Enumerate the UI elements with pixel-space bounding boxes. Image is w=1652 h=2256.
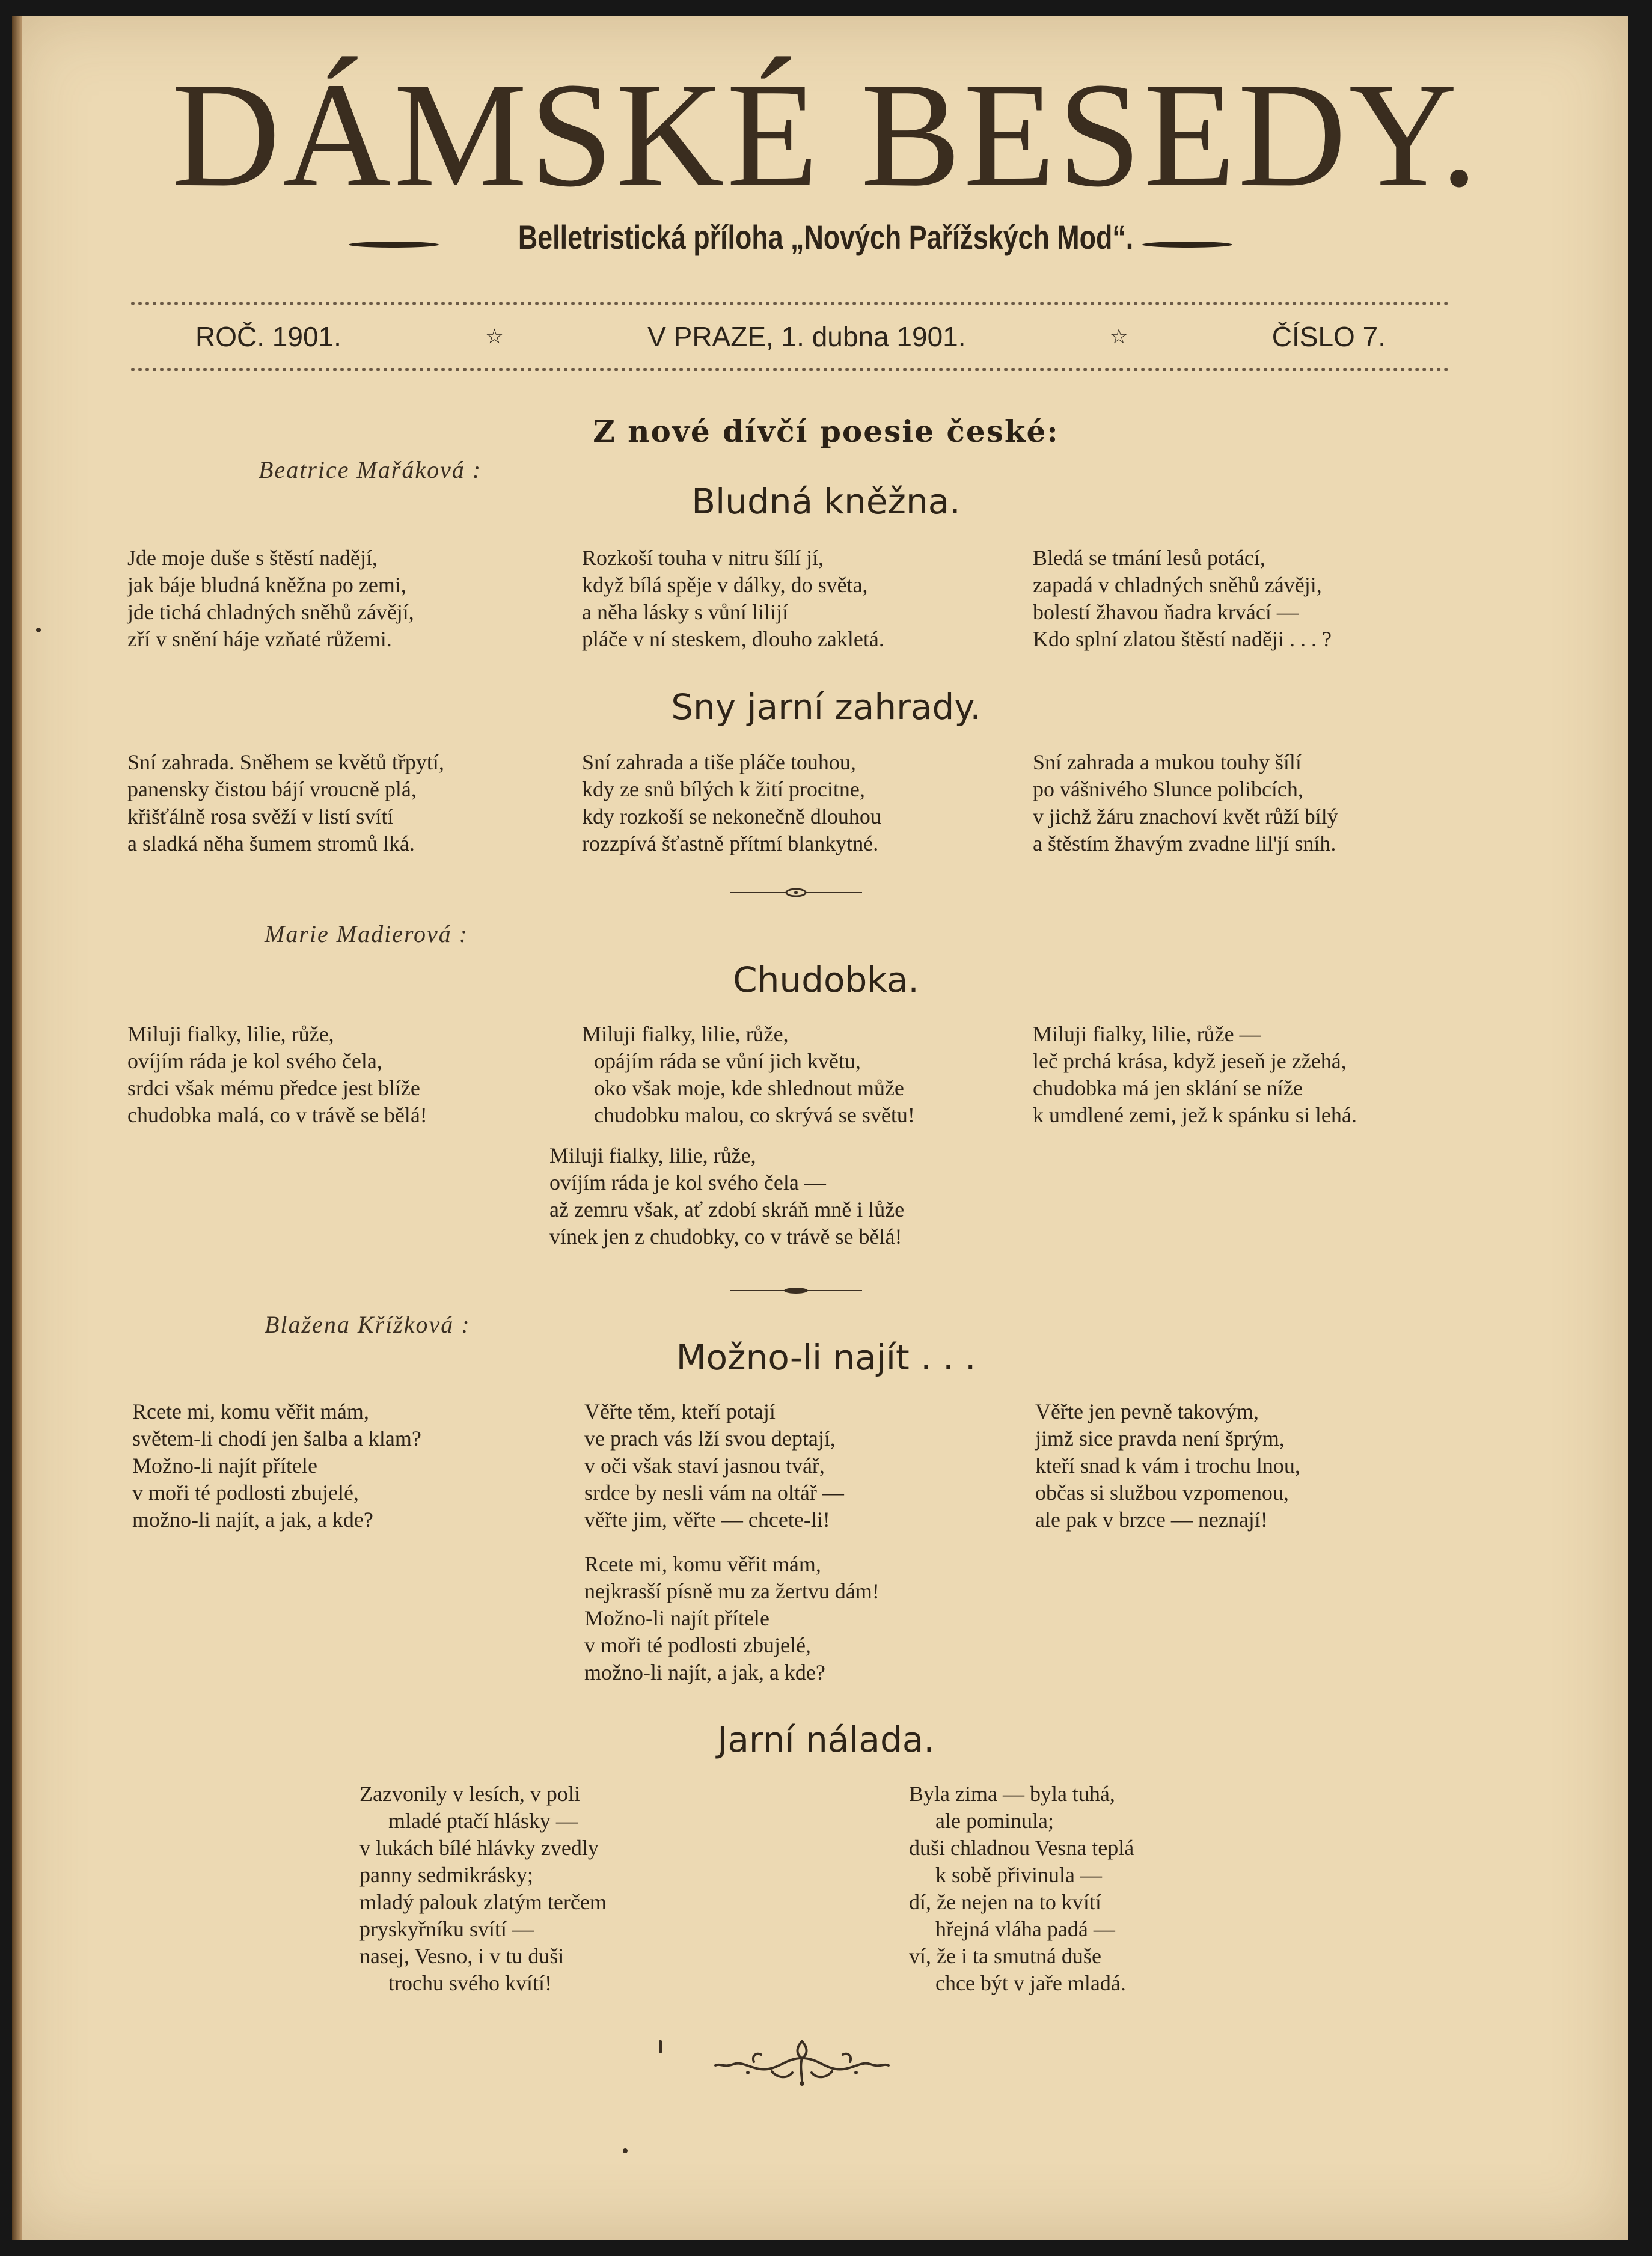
stanza: Rcete mi, komu věřit mám, nejkrasší písně mu za žertvu dám! Možno-li najít přítele v moři té podlosti zbujelé, možno-li najít, a jak, a kde? [584, 1552, 880, 1684]
volume-label: ROČ. 1901. [195, 321, 341, 352]
subtitle: Belletristická příloha „Nových Pařížských Mod“. [518, 218, 1134, 256]
ink-mark [659, 2040, 662, 2053]
swash-ornament-right [1142, 242, 1232, 248]
ink-speck [623, 2148, 628, 2153]
star-icon: ☆ [1109, 325, 1128, 348]
stanza: Miluji fialky, lilie, růže, opájím ráda se vůní jich květu, oko však moje, kde shlednout může chudobku malou, co skrývá se světu! [582, 1022, 915, 1127]
stanza: Miluji fialky, lilie, růže — leč prchá krása, když jeseň je zžehá, chudobka má jen sklání se níže k umdlené zemi, jež k spánku si lehá. [1033, 1022, 1357, 1127]
place-date: V PRAZE, 1. dubna 1901. [647, 321, 966, 352]
poem-title: Sny jarní zahrady. [671, 686, 981, 727]
poem-title: Bludná kněžna. [691, 481, 961, 522]
stanza: Miluji fialky, lilie, růže, ovíjím ráda je kol svého čela — až zemru však, ať zdobí skráň mně i lůže vínek jen z chudobky, co v trávě se bělá! [549, 1143, 905, 1249]
author-name: Blažena Křížková : [265, 1311, 471, 1338]
author-name: Marie Madierová : [265, 920, 469, 947]
stanza: Věřte těm, kteří potají ve prach vás lží svou deptají, v oči však staví jasnou tvář, srdce by nesli vám na oltář — věřte jim, věřte — chcete-li! [584, 1399, 844, 1532]
stanza: Sní zahrada a mukou touhy šílí po vášnivého Slunce polibcích, v jichž žáru znachoví květ růží bílý a štěstím žhavým zvadne lil'jí sníh. [1033, 750, 1338, 855]
stanza: Sní zahrada. Sněhem se květů třpytí, panensky čistou bájí vroucně plá, křišťálně rosa svěží v listí svítí a sladká něha šumem stromů lká. [127, 750, 444, 855]
star-icon: ☆ [485, 325, 504, 348]
ink-speck [36, 628, 41, 632]
subtitle-line [0, 218, 1652, 257]
poem-title: Jarní nálada. [717, 1719, 935, 1760]
stanza: Jde moje duše s štěstí nadějí, jak báje bludná kněžna po zemi, jde tichá chladných sněhů závějí, zří v snění háje vzňaté růžemi. [127, 546, 414, 651]
rule-top [131, 302, 1449, 310]
poem-title: Chudobka. [733, 959, 919, 1000]
rule-bottom [131, 368, 1449, 376]
author-name: Beatrice Mařáková : [259, 456, 482, 483]
binding-edge [12, 16, 22, 2240]
stanza: Bledá se tmání lesů potácí, zapadá v chladných sněhů závěji, bolestí žhavou ňadra krvácí — Kdo splní zlatou štěstí naději . . . ? [1033, 546, 1332, 651]
stanza: Zazvonily v lesích, v poli mladé ptačí hlásky — v lukách bílé hlávky zvedly panny sedmikrásky; mladý palouk zlatým terčem pryskyřníku svítí — nasej, Vesno, i v tu duši trochu svého kvítí! [359, 1782, 607, 1995]
stanza: Rozkoší touha v nitru šílí jí, když bílá spěje v dálky, do světa, a něha lásky s vůní lilijí pláče v ní steskem, dlouho zakletá. [582, 546, 884, 651]
section-title: Z nové dívčí poesie české: [593, 414, 1059, 449]
issue-number: ČÍSLO 7. [1271, 321, 1386, 352]
divider-ornament [730, 884, 862, 902]
stanza: Rcete mi, komu věřit mám, světem-li chodí jen šalba a klam? Možno-li najít přítele v moři té podlosti zbujelé, možno-li najít, a jak, a kde? [132, 1399, 421, 1532]
stanza: Sní zahrada a tiše pláče touhou, kdy ze snů bílých k žití procitne, kdy rozkoší se nekonečně dlouhou rozzpívá šťastně přítmí blankytné. [582, 750, 881, 855]
poem-title: Možno-li najít . . . [676, 1337, 976, 1378]
tailpiece-ornament [712, 2034, 892, 2088]
masthead-title: DÁMSKÉ BESEDY. [171, 52, 1481, 218]
stanza: Byla zima — byla tuhá, ale pominula; duši chladnou Vesna teplá k sobě přivinula — dí, že nejen na to kvítí hřejná vláha padá — ví, že i ta smutná duše chce být v jaře mladá. [909, 1782, 1134, 1995]
stanza: Miluji fialky, lilie, růže, ovíjím ráda je kol svého čela, srdci však mému předce jest blíže chudobka malá, co v trávě se bělá! [127, 1022, 427, 1127]
stanza: Věřte jen pevně takovým, jimž sice pravda není šprým, kteří snad k vám i trochu lnou, občas si službou vzpomenou, ale pak v brzce — neznají! [1035, 1399, 1300, 1532]
divider-ornament [730, 1282, 862, 1300]
issue-info-bar [195, 319, 1386, 355]
